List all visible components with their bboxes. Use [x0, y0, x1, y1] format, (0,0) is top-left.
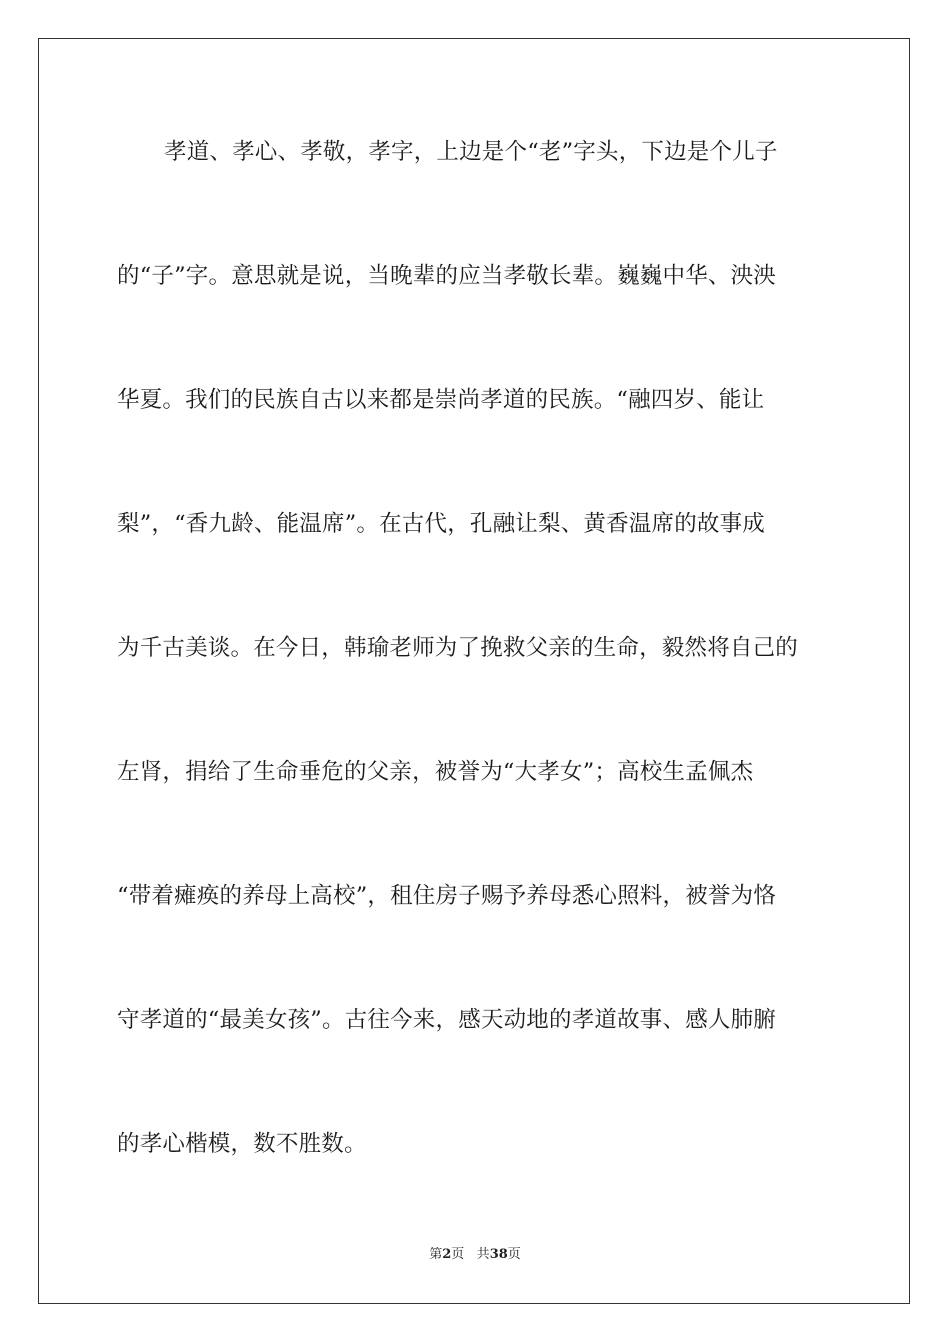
paragraph-line-9: 的孝心楷模，数不胜数。 — [117, 1131, 367, 1157]
total-pages: 38 — [489, 1247, 508, 1262]
page-prefix: 第 — [429, 1247, 443, 1262]
paragraph-line-8: 守孝道的“最美女孩”。古往今来，感天动地的孝道故事、感人肺腑 — [117, 1007, 777, 1033]
paragraph-line-5: 为千古美谈。在今日，韩瑜老师为了挽救父亲的生命，毅然将自己的 — [117, 635, 799, 661]
paragraph-line-3: 华夏。我们的民族自古以来都是崇尚孝道的民族。“融四岁、能让 — [117, 387, 765, 413]
paragraph-line-1: 孝道、孝心、孝敬，孝字，上边是个“老”字头，下边是个儿子 — [164, 139, 778, 165]
total-suffix: 页 — [507, 1247, 521, 1262]
paragraph-line-4: 梨”，“香九龄、能温席”。在古代，孔融让梨、黄香温席的故事成 — [117, 511, 766, 537]
page-footer — [0, 1246, 950, 1264]
page-border — [38, 38, 910, 1304]
paragraph-line-7: “带着瘫痪的养母上高校”，租住房子赐予养母悉心照料，被誉为恪 — [117, 883, 777, 909]
page-suffix: 页 — [451, 1247, 465, 1262]
paragraph-line-2: 的“子”字。意思就是说，当晚辈的应当孝敬长辈。巍巍中华、泱泱 — [117, 263, 777, 289]
page-number: 2 — [442, 1247, 452, 1262]
total-prefix: 共 — [476, 1247, 490, 1262]
paragraph-line-6: 左肾，捐给了生命垂危的父亲，被誉为“大孝女”；高校生孟佩杰 — [117, 759, 754, 785]
